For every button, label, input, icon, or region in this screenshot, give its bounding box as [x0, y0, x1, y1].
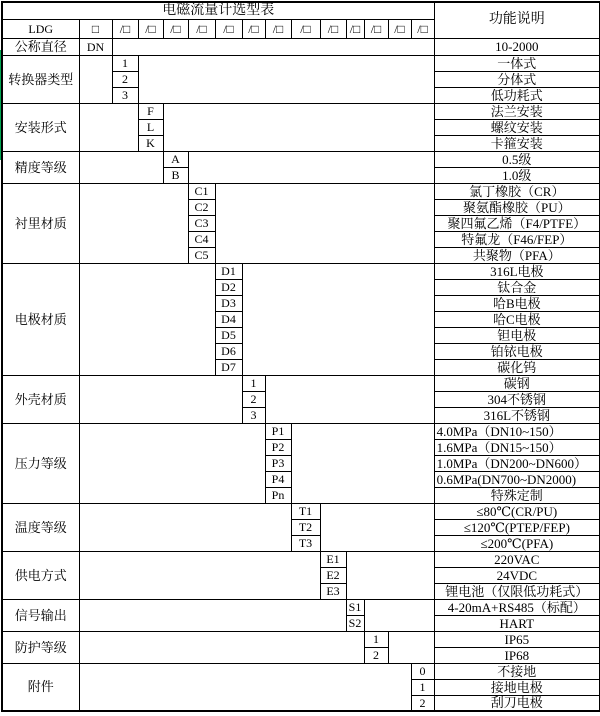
model-slot-cell: /□	[388, 19, 411, 38]
model-slot-cell: /□	[138, 19, 163, 38]
option-desc-cell: 316L不锈钢	[434, 407, 600, 423]
option-desc-cell: 碳钢	[434, 375, 600, 391]
spacer-cell	[79, 183, 188, 263]
option-row	[2, 503, 600, 519]
option-code-cell: D5	[215, 327, 242, 343]
option-desc-cell: IP65	[434, 631, 600, 647]
option-code-cell: P3	[265, 455, 291, 471]
function-column-header: 功能说明	[434, 2, 600, 38]
option-code-cell: D1	[215, 263, 242, 279]
attribute-label: 信号输出	[2, 599, 79, 631]
spacer-cell	[138, 55, 434, 103]
option-desc-cell: 聚氨酯橡胶（PU）	[434, 199, 600, 215]
attribute-label: 安装形式	[2, 103, 79, 151]
option-desc-cell: 锂电池（仅限低功耗式）	[434, 583, 600, 599]
spacer-cell	[188, 151, 434, 183]
option-code-cell: 1	[242, 375, 265, 391]
spacer-cell	[242, 263, 434, 375]
option-desc-cell: 钽电极	[434, 327, 600, 343]
option-desc-cell: HART	[434, 615, 600, 631]
option-desc-cell: 220VAC	[434, 551, 600, 567]
model-slot-cell: /□	[112, 19, 138, 38]
option-desc-cell: 碳化钨	[434, 359, 600, 375]
attribute-label: 转换器类型	[2, 55, 79, 103]
option-row	[2, 631, 600, 647]
model-digit-box: □	[79, 19, 112, 38]
option-desc-cell: 316L电极	[434, 263, 600, 279]
option-desc-cell: 0.6MPa(DN700~DN2000)	[434, 471, 600, 487]
model-slot-cell: /□	[163, 19, 188, 38]
spacer-cell	[79, 263, 215, 375]
attribute-label: 衬里材质	[2, 183, 79, 263]
option-code-cell: 2	[242, 391, 265, 407]
option-code-cell: P2	[265, 439, 291, 455]
model-slot-cell: /□	[291, 19, 320, 38]
attribute-label: 防护等级	[2, 631, 79, 663]
option-row	[2, 551, 600, 567]
option-desc-cell: 聚四氟乙烯（F4/PTFE）	[434, 215, 600, 231]
option-desc-cell: 4.0MPa（DN10~150）	[434, 423, 600, 439]
option-code-cell: T2	[291, 519, 320, 535]
spacer-cell	[388, 631, 434, 663]
model-prefix-cell: LDG	[2, 19, 79, 38]
option-row	[2, 55, 600, 71]
option-row	[2, 183, 600, 199]
spacer-cell	[364, 599, 434, 631]
option-row	[2, 103, 600, 119]
title-row	[2, 2, 600, 19]
spacer-cell	[320, 503, 434, 551]
attribute-label: 精度等级	[2, 151, 79, 183]
model-slot-cell: /□	[364, 19, 388, 38]
option-desc-cell: 钛合金	[434, 279, 600, 295]
option-code-cell: E2	[320, 567, 346, 583]
option-code-cell: 1	[112, 55, 138, 71]
option-desc-cell: 刮刀电极	[434, 695, 600, 711]
option-desc-cell: 304不锈钢	[434, 391, 600, 407]
option-desc-cell: IP68	[434, 647, 600, 663]
spacer-cell	[163, 103, 434, 151]
option-desc-cell: 氯丁橡胶（CR）	[434, 183, 600, 199]
option-code-cell: 2	[112, 71, 138, 87]
spacer-cell	[346, 551, 434, 599]
spacer-cell	[79, 503, 291, 551]
option-code-cell: E3	[320, 583, 346, 599]
option-desc-cell: 铂铱电极	[434, 343, 600, 359]
spacer-cell	[112, 38, 434, 55]
option-desc-cell: 24VDC	[434, 567, 600, 583]
spacer-cell	[291, 423, 434, 503]
option-code-cell: DN	[79, 38, 112, 55]
attribute-label-diameter: 公称直径	[2, 38, 79, 55]
option-code-cell: A	[163, 151, 188, 167]
option-code-cell: 3	[112, 87, 138, 103]
spacer-cell	[79, 551, 320, 599]
option-code-cell: F	[138, 103, 163, 119]
attribute-label: 附件	[2, 663, 79, 711]
option-code-cell: C3	[188, 215, 215, 231]
option-desc-cell: 10-2000	[434, 38, 600, 55]
spacer-cell	[215, 183, 434, 263]
option-row	[2, 151, 600, 167]
model-slot-cell: /□	[188, 19, 215, 38]
option-desc-cell: ≤200℃(PFA)	[434, 535, 600, 551]
option-code-cell: 1	[364, 631, 388, 647]
spacer-cell	[79, 423, 265, 503]
option-desc-cell: 特殊定制	[434, 487, 600, 503]
spacer-cell	[79, 631, 364, 663]
option-code-cell: D6	[215, 343, 242, 359]
option-code-cell: D7	[215, 359, 242, 375]
spacer-cell	[79, 55, 112, 103]
option-code-cell: P1	[265, 423, 291, 439]
option-code-cell: D4	[215, 311, 242, 327]
option-desc-cell: 哈C电极	[434, 311, 600, 327]
option-desc-cell: 特氟龙（F46/FEP）	[434, 231, 600, 247]
option-code-cell: C2	[188, 199, 215, 215]
option-desc-cell: 卡箍安装	[434, 135, 600, 151]
option-desc-cell: 1.0MPa（DN200~DN600）	[434, 455, 600, 471]
model-slot-cell: /□	[411, 19, 434, 38]
option-code-cell: D3	[215, 295, 242, 311]
option-desc-cell: 哈B电极	[434, 295, 600, 311]
spacer-cell	[265, 375, 434, 423]
attribute-label: 压力等级	[2, 423, 79, 503]
model-slot-cell: /□	[265, 19, 291, 38]
model-slot-cell: /□	[242, 19, 265, 38]
table-title: 电磁流量计选型表	[2, 2, 434, 19]
option-row	[2, 599, 600, 615]
option-desc-cell: ≤80℃(CR/PU)	[434, 503, 600, 519]
option-row	[2, 423, 600, 439]
option-desc-cell: 4-20mA+RS485（标配）	[434, 599, 600, 615]
option-desc-cell: 螺纹安装	[434, 119, 600, 135]
spacer-cell	[79, 151, 163, 183]
spacer-cell	[79, 103, 138, 151]
option-desc-cell: 0.5级	[434, 151, 600, 167]
spacer-cell	[79, 663, 411, 711]
option-code-cell: 2	[411, 695, 434, 711]
spacer-cell	[79, 599, 346, 631]
option-row	[2, 263, 600, 279]
option-code-cell: 1	[411, 679, 434, 695]
option-desc-cell: 分体式	[434, 71, 600, 87]
option-row	[2, 663, 600, 679]
attribute-label: 温度等级	[2, 503, 79, 551]
option-desc-cell: 共聚物（PFA）	[434, 247, 600, 263]
option-code-cell: 0	[411, 663, 434, 679]
option-code-cell: L	[138, 119, 163, 135]
model-slot-cell: /□	[346, 19, 364, 38]
option-desc-cell: ≤120℃(PTEP/FEP)	[434, 519, 600, 535]
option-desc-cell: 接地电极	[434, 679, 600, 695]
option-code-cell: 2	[364, 647, 388, 663]
attribute-label: 供电方式	[2, 551, 79, 599]
option-code-cell: P4	[265, 471, 291, 487]
option-code-cell: C1	[188, 183, 215, 199]
attribute-label: 外壳材质	[2, 375, 79, 423]
option-code-cell: T1	[291, 503, 320, 519]
option-code-cell: K	[138, 135, 163, 151]
option-desc-cell: 低功耗式	[434, 87, 600, 103]
option-code-cell: C4	[188, 231, 215, 247]
attribute-label: 电极材质	[2, 263, 79, 375]
option-code-cell: C5	[188, 247, 215, 263]
option-desc-cell: 一体式	[434, 55, 600, 71]
option-code-cell: 3	[242, 407, 265, 423]
option-code-cell: S2	[346, 615, 364, 631]
option-code-cell: B	[163, 167, 188, 183]
selection-table	[1, 1, 600, 712]
option-desc-cell: 不接地	[434, 663, 600, 679]
option-code-cell: D2	[215, 279, 242, 295]
diameter-row	[2, 38, 600, 55]
option-code-cell: T3	[291, 535, 320, 551]
option-desc-cell: 1.0级	[434, 167, 600, 183]
spacer-cell	[79, 375, 242, 423]
model-slot-cell: /□	[320, 19, 346, 38]
option-code-cell: S1	[346, 599, 364, 615]
option-desc-cell: 法兰安装	[434, 103, 600, 119]
option-code-cell: E1	[320, 551, 346, 567]
option-code-cell: Pn	[265, 487, 291, 503]
option-desc-cell: 1.6MPa（DN15~150）	[434, 439, 600, 455]
model-slot-cell: /□	[215, 19, 242, 38]
option-row	[2, 375, 600, 391]
